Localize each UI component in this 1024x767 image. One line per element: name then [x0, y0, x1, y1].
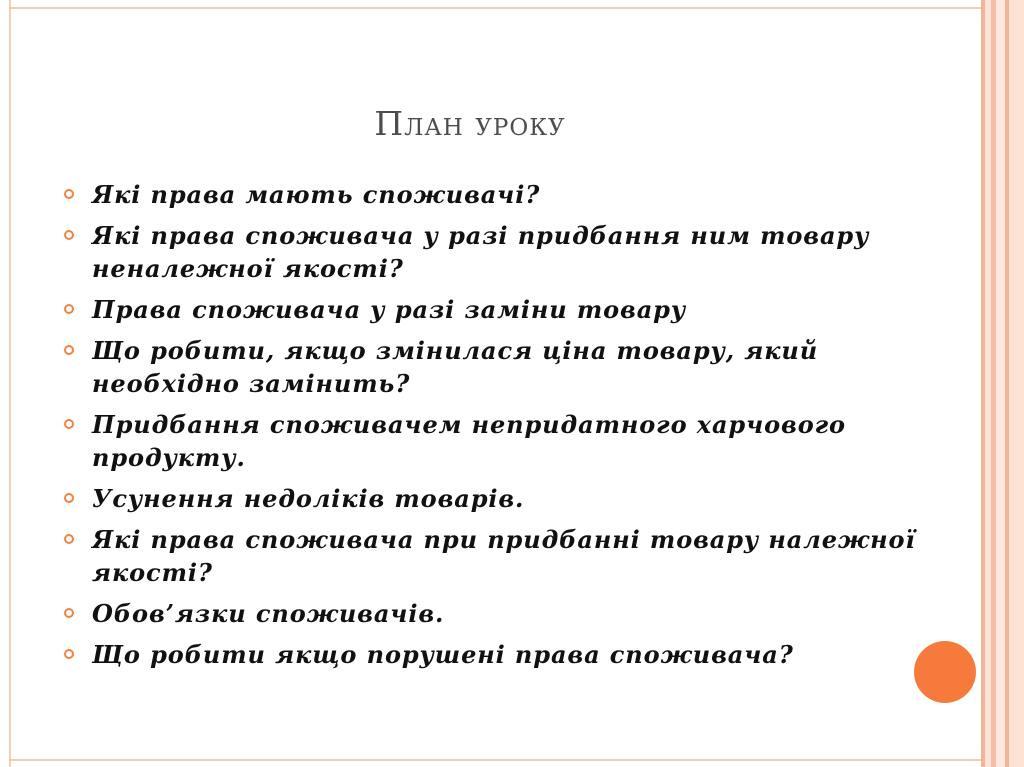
- list-item: [62, 334, 922, 400]
- list-item-text: Усунення недоліків товарів.: [92, 484, 525, 513]
- list-item: [62, 638, 922, 671]
- orange-circle-icon: [914, 641, 976, 703]
- list-item: [62, 482, 922, 515]
- right-border-stripe: [996, 0, 1005, 767]
- ring-bullet-icon: [64, 419, 74, 429]
- list-item-text: Які права споживача у разі придбання ним товару неналежної якості?: [92, 221, 870, 283]
- list-item-text: Які права мають споживачі?: [92, 180, 541, 209]
- ring-bullet-icon: [64, 608, 74, 618]
- frame-top-line: [9, 7, 981, 9]
- frame-bottom-line: [9, 759, 981, 761]
- list-item-text: Що робити якщо порушені права споживача?: [92, 640, 794, 669]
- list-item-text: Придбання споживачем непридатного харчового продукту.: [92, 410, 846, 472]
- right-border-stripe: [1009, 0, 1024, 767]
- list-item: [62, 219, 922, 285]
- ring-bullet-icon: [64, 304, 74, 314]
- list-item: [62, 293, 922, 326]
- list-item: [62, 408, 922, 474]
- list-item: [62, 597, 922, 630]
- ring-bullet-icon: [64, 534, 74, 544]
- ring-bullet-icon: [64, 189, 74, 199]
- ring-bullet-icon: [64, 345, 74, 355]
- list-item: [62, 178, 922, 211]
- list-item-text: Які права споживача при придбанні товару належної якості?: [92, 525, 916, 587]
- ring-bullet-icon: [64, 649, 74, 659]
- slide-title: План уроку: [374, 104, 566, 143]
- bullet-list: [62, 178, 922, 679]
- list-item-text: Права споживача у разі заміни товару: [92, 295, 687, 324]
- ring-bullet-icon: [64, 230, 74, 240]
- list-item: [62, 523, 922, 589]
- list-item-text: Обов’язки споживачів.: [92, 599, 445, 628]
- ring-bullet-icon: [64, 493, 74, 503]
- list-item-text: Що робити, якщо змінилася ціна товару, який необхідно замінить?: [92, 336, 819, 398]
